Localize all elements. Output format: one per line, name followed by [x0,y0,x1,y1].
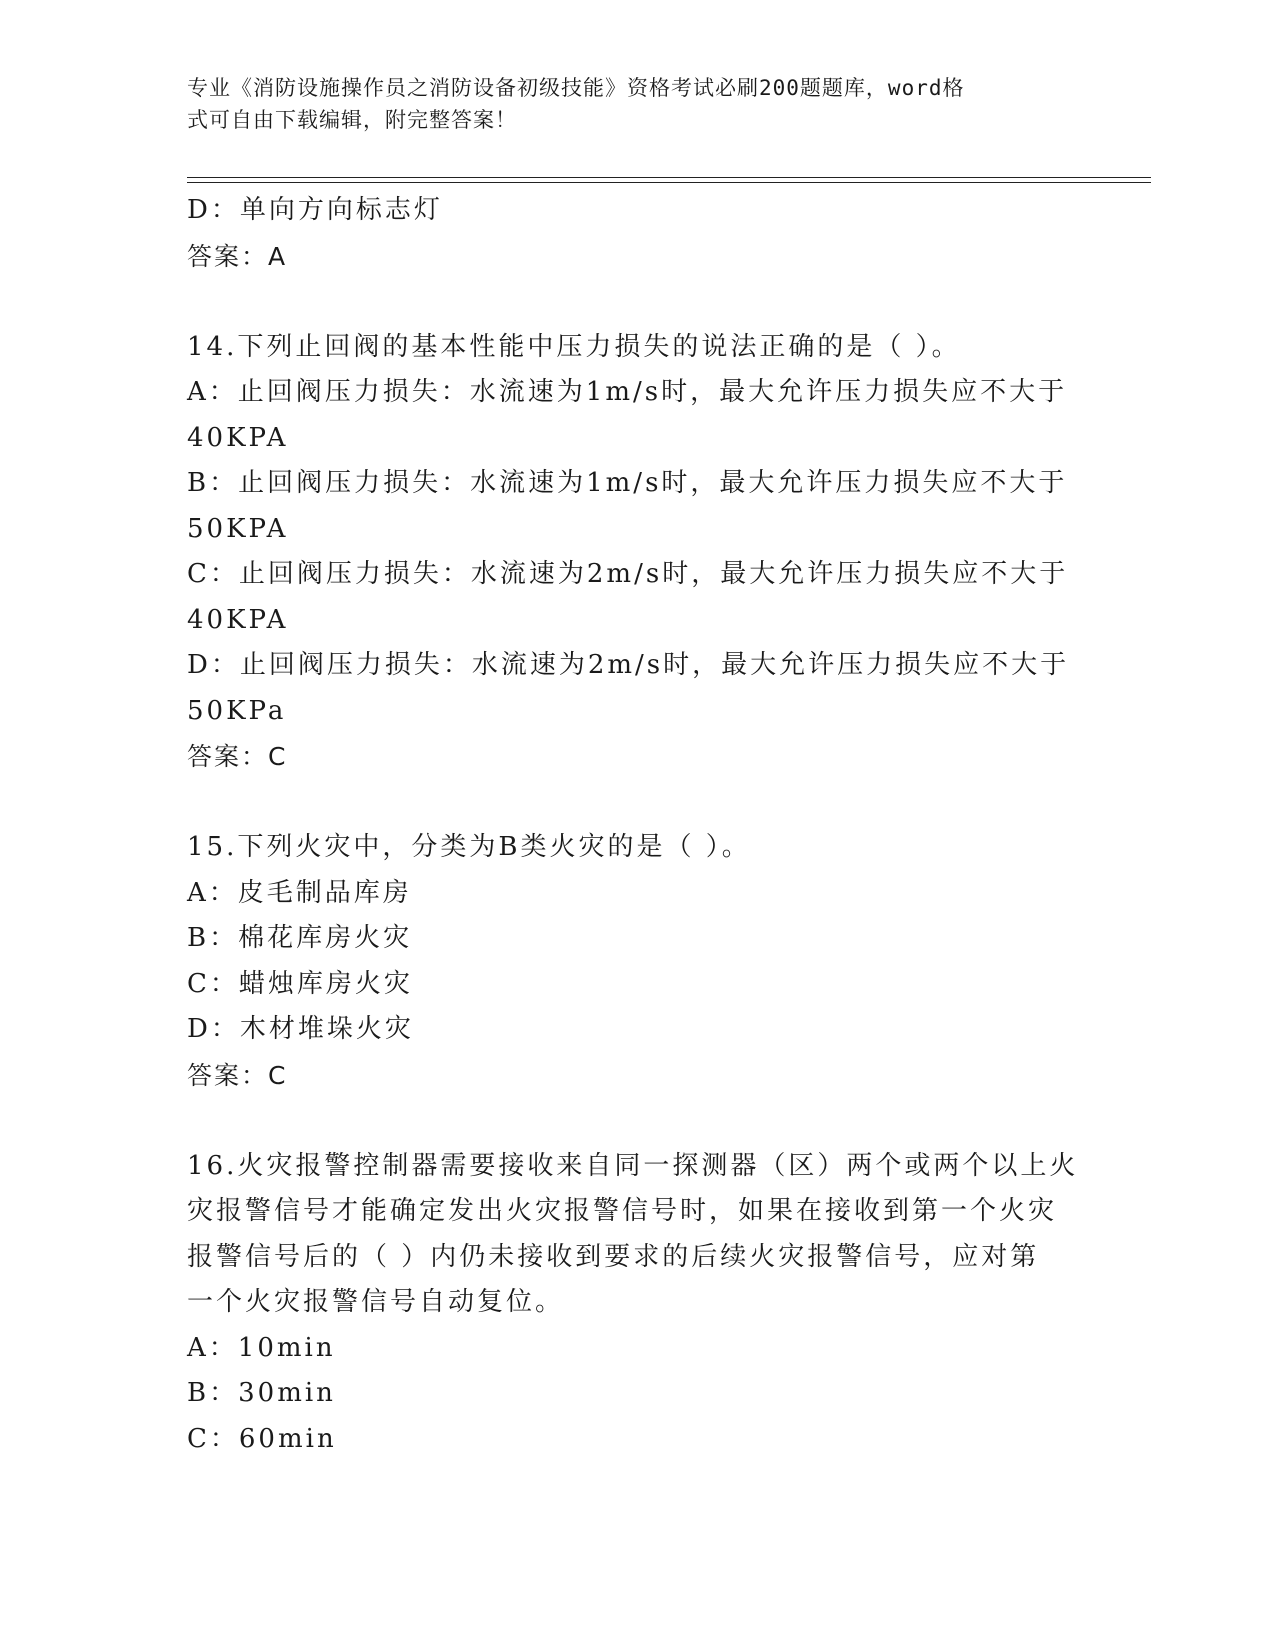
header-divider-bottom [187,182,1151,183]
question-stem-line-1: 16.火灾报警控制器需要接收来自同一探测器（区）两个或两个以上火 [187,1150,1079,1181]
header-line-2: 式可自由下载编辑，附完整答案！ [187,108,517,132]
option-c: C：蜡烛库房火灾 [187,968,413,999]
question-stem: 14.下列止回阀的基本性能中压力损失的说法正确的是（ ）。 [187,331,961,362]
option-a: A：皮毛制品库房 [187,877,412,908]
option-c-line-2: 40KPA [187,604,289,635]
answer: 答案：A [187,241,288,271]
option-b: B：棉花库房火灾 [187,923,413,953]
answer: 答案：C [187,1060,288,1090]
option-a: A：10min [187,1332,336,1363]
option-a-line-2: 40KPA [187,422,289,453]
spacer [187,780,1087,826]
option-c-line-1: C：止回阀压力损失：水流速为2m/s时，最大允许压力损失应不大于 [187,559,1069,589]
option-d-line-2: 50KPa [187,695,287,726]
spacer [187,279,1087,325]
question-13-tail [187,188,1087,279]
question-content [187,188,1087,1462]
question-stem-line-2: 灾报警信号才能确定发出火灾报警信号时，如果在接收到第一个火灾 [187,1196,1058,1226]
question-stem-line-4: 一个火灾报警信号自动复位。 [187,1287,565,1317]
option-d: D：单向方向标志灯 [187,195,443,225]
option-a-line-1: A：止回阀压力损失：水流速为1m/s时，最大允许压力损失应不大于 [187,377,1068,407]
header-divider-top [187,177,1151,178]
option-b-line-1: B：止回阀压力损失：水流速为1m/s时，最大允许压力损失应不大于 [187,468,1068,498]
option-b-line-2: 50KPA [187,513,289,544]
option-d-line-1: D：止回阀压力损失：水流速为2m/s时，最大允许压力损失应不大于 [187,650,1070,680]
answer: 答案：C [187,742,288,771]
question-16 [187,1144,1087,1463]
spacer [187,1098,1087,1144]
question-15 [187,825,1087,1098]
document-header [187,72,1067,136]
header-line-1: 专业《消防设施操作员之消防设备初级技能》资格考试必刷200题题库，word格 [187,76,965,100]
question-14 [187,325,1087,780]
option-d: D：木材堆垛火灾 [187,1014,414,1044]
question-stem: 15.下列火灾中，分类为B类火灾的是（ ）。 [187,832,751,862]
option-b: B：30min [187,1378,336,1408]
question-stem-line-3: 报警信号后的（ ）内仍未接收到要求的后续火灾报警信号，应对第 [187,1241,1040,1272]
option-c: C：60min [187,1423,337,1454]
